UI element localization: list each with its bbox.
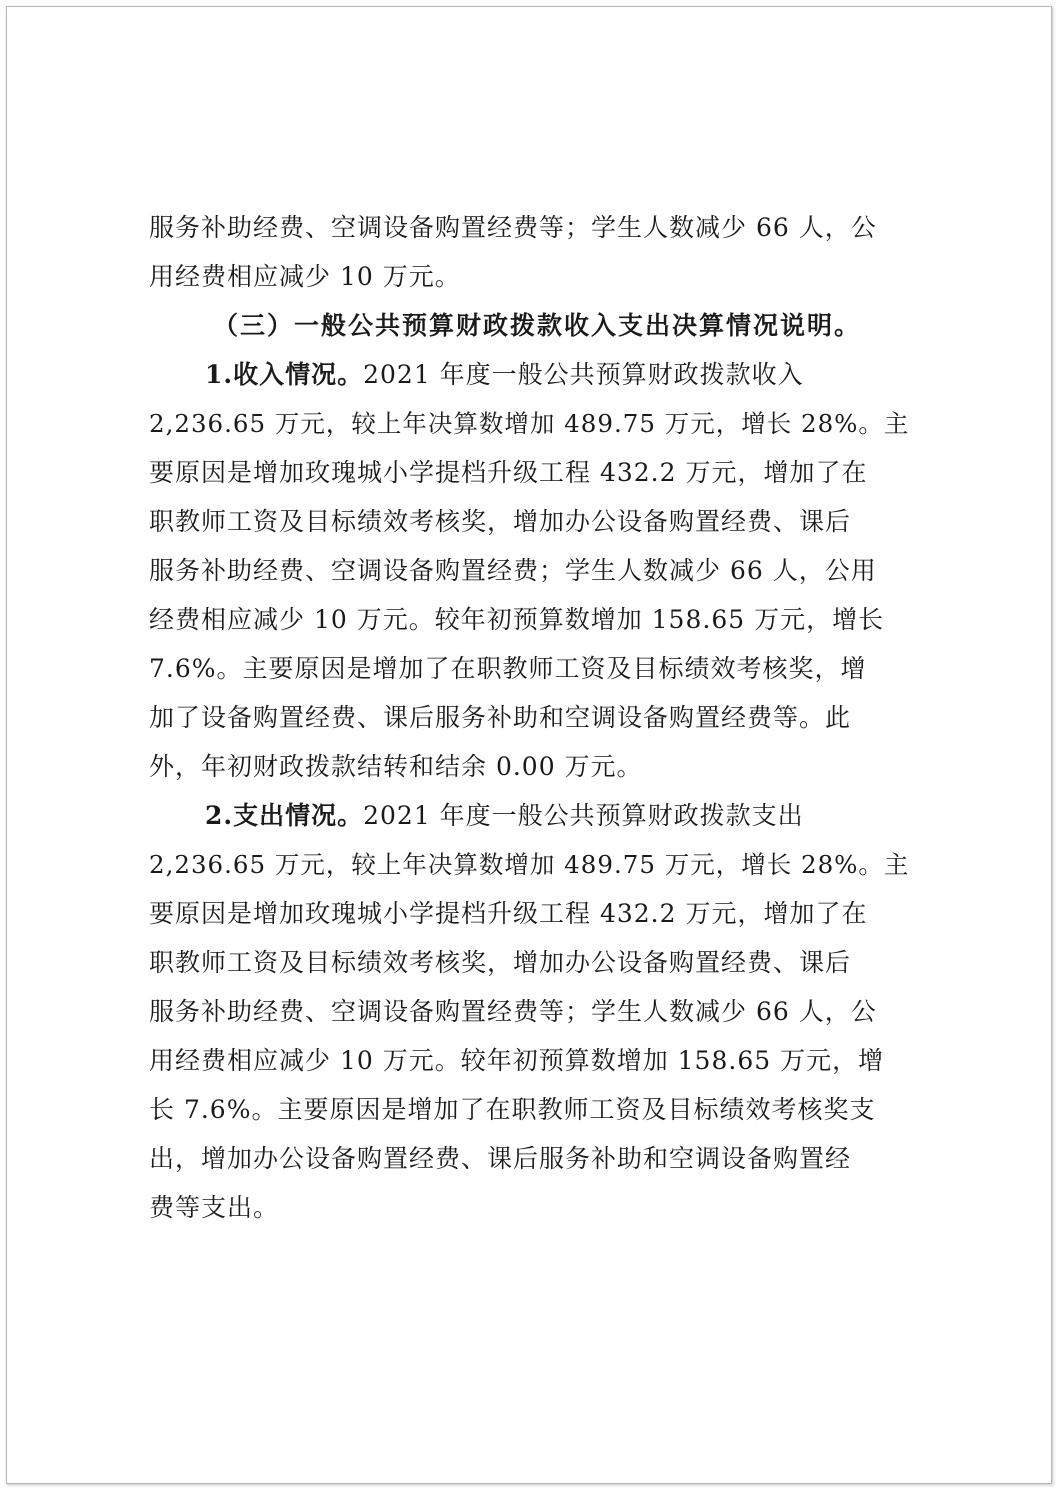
document-page [6, 6, 1052, 1484]
section-heading: （三）一般公共预算财政拨款收入支出决算情况说明。 [213, 311, 862, 340]
text-line: 7.6%。主要原因是增加了在职教师工资及目标绩效考核奖，增 [149, 654, 867, 683]
text-line: 出，增加办公设备购置经费、课后服务补助和空调设备购置经 [149, 1144, 852, 1173]
income-lead: 1.收入情况。 [205, 360, 364, 389]
text-line: 加了设备购置经费、课后服务补助和空调设备购置经费等。此 [149, 703, 852, 732]
expense-lead: 2.支出情况。 [205, 801, 364, 830]
text-line: 服务补助经费、空调设备购置经费；学生人数减少 66 人，公用 [149, 556, 877, 585]
text-line: 长 7.6%。主要原因是增加了在职教师工资及目标绩效考核奖支 [149, 1095, 876, 1124]
text-line: 经费相应减少 10 万元。较年初预算数增加 158.65 万元，增长 [149, 605, 885, 634]
text-line: 服务补助经费、空调设备购置经费等；学生人数减少 66 人，公 [149, 997, 877, 1026]
document-body [149, 203, 919, 1232]
text-line: 外，年初财政拨款结转和结余 0.00 万元。 [149, 752, 643, 781]
text-line: 职教师工资及目标绩效考核奖，增加办公设备购置经费、课后 [149, 948, 852, 977]
text-line: 用经费相应减少 10 万元。较年初预算数增加 158.65 万元，增 [149, 1046, 885, 1075]
text-line: 2,236.65 万元，较上年决算数增加 489.75 万元，增长 28%。主 [149, 850, 910, 879]
text-span: 2021 年度一般公共预算财政拨款收入 [363, 360, 804, 389]
expense-paragraph-first-line [149, 791, 919, 840]
text-line: 费等支出。 [149, 1193, 280, 1222]
text-line: 服务补助经费、空调设备购置经费等；学生人数减少 66 人，公 [149, 213, 877, 242]
text-line: 用经费相应减少 10 万元。 [149, 262, 461, 291]
text-line: 职教师工资及目标绩效考核奖，增加办公设备购置经费、课后 [149, 507, 852, 536]
text-line: 2,236.65 万元，较上年决算数增加 489.75 万元，增长 28%。主 [149, 409, 910, 438]
text-line: 要原因是增加玫瑰城小学提档升级工程 432.2 万元，增加了在 [149, 458, 868, 487]
text-span: 2021 年度一般公共预算财政拨款支出 [363, 801, 804, 830]
text-line: 要原因是增加玫瑰城小学提档升级工程 432.2 万元，增加了在 [149, 899, 868, 928]
income-paragraph-first-line [149, 350, 919, 399]
